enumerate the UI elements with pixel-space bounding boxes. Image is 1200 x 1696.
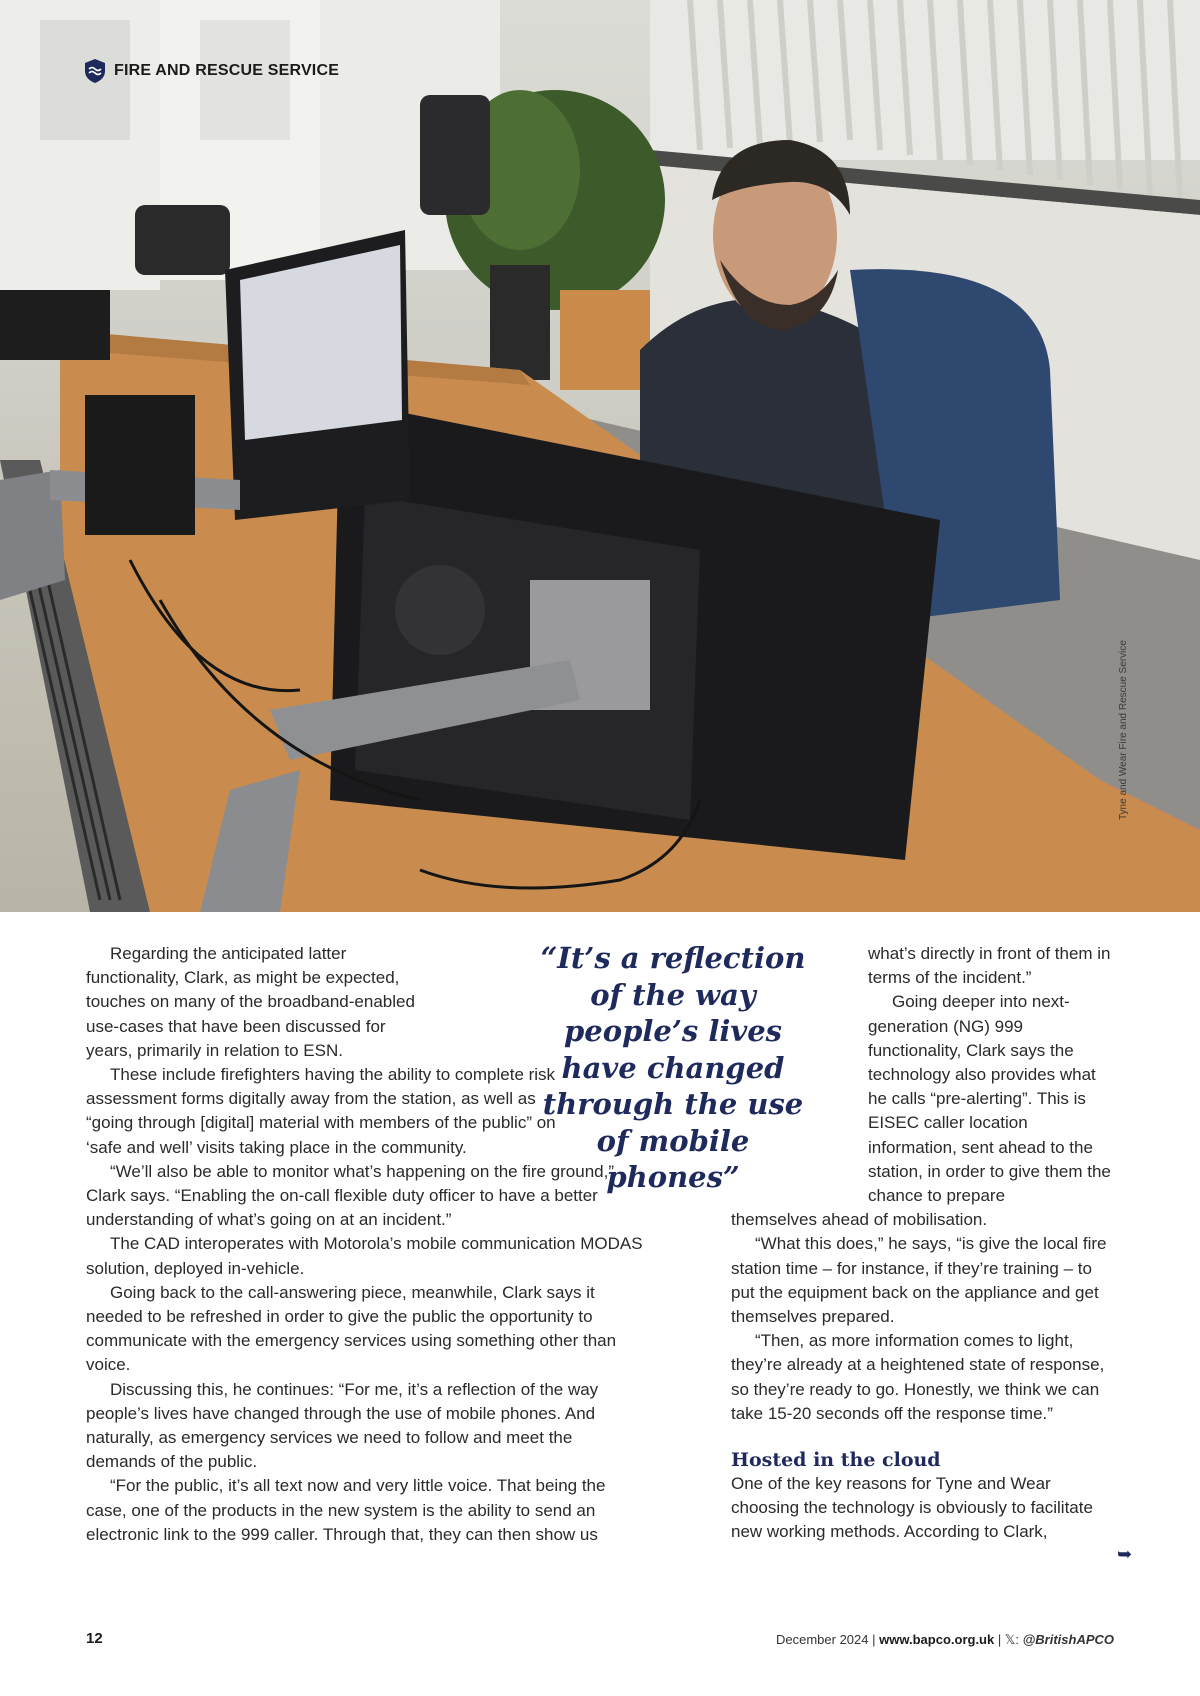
paragraph: “Then, as more information comes to light, they’re already at a heightened state of response, so they’re ready to go. Honestly, we think we can take 15-20 seconds off the response time.” [731,1331,1105,1423]
paragraph: One of the key reasons for Tyne and Wear choosing the technology is obviously to facilitate new working methods. According to Clark, [731,1474,1093,1542]
paragraph: These include firefighters having the ability to complete risk assessment forms digitally away from the station, as well as “going through [digital] material with members of the public” on ‘safe and well’ visits taking place in the community. [86,1065,556,1157]
page-number: 12 [86,1630,103,1647]
footer-info [776,1632,1114,1648]
website-link[interactable]: www.bapco.org.uk [879,1632,995,1647]
paragraph: “We’ll also be able to monitor what’s happening on the fire ground,” Clark says. “Enabling the on-call flexible duty officer to have a better understanding of what’s going on at an incident.” [86,1161,615,1230]
shield-badge-icon [84,58,106,84]
arrow-right-icon: ➥ [1117,1544,1133,1564]
photo-credit: Tyne and Wear Fire and Rescue Service [1118,640,1129,820]
paragraph: Going deeper into next-generation (NG) 999 functionality, Clark says the technology also provides what he calls “pre-alerting”. This is EISEC caller location information, sent ahead to the station, in order to give them the chance to prepare [868,992,1111,1206]
paragraph: Going back to the call-answering piece, meanwhile, Clark says it needed to be refreshed in order to give the public the opportunity to communicate with the emergency services using something other than voice. [86,1282,617,1375]
paragraph: what’s directly in front of them in terms of the incident.” [868,944,1111,988]
paragraph: “For the public, it’s all text now and very little voice. That being the case, one of the products in the new system is the ability to send an electronic link to the 999 caller. Through that, they can then show us [86,1476,606,1544]
section-header [84,58,339,84]
paragraph: “What this does,” he says, “is give the local fire station time – for instance, if they’re training – to put the equipment back on the appliance and get themselves prepared. [731,1234,1107,1327]
separator: | [997,1632,1002,1647]
separator: | [872,1632,876,1647]
section-title: FIRE AND RESCUE SERVICE [114,62,340,79]
social-handle[interactable]: @BritishAPCO [1022,1632,1114,1647]
paragraph: themselves ahead of mobilisation. [731,1210,988,1230]
x-icon: 𝕏: [1004,1632,1019,1647]
issue-date: December 2024 [776,1632,869,1647]
article-column-right [731,942,1117,1545]
paragraph: Regarding the anticipated latter functionality, Clark, as might be expected, touches on many of the broadband-enabled use-cases that have been discussed for years, primarily in relation to ESN. [86,944,415,1060]
paragraph: The CAD interoperates with Motorola’s mobile communication MODAS solution, deployed in-vehicle. [86,1234,643,1278]
paragraph: Discussing this, he continues: “For me, it’s a reflection of the way people’s lives have changed through the use of mobile phones. And naturally, as emergency services we need to follow and meet the demands of the public. [86,1379,599,1472]
subheading: Hosted in the cloud [731,1449,941,1472]
pull-quote: “It’s a reflection of the way people’s lives have changed through the use of mobile phones” [540,941,806,1194]
